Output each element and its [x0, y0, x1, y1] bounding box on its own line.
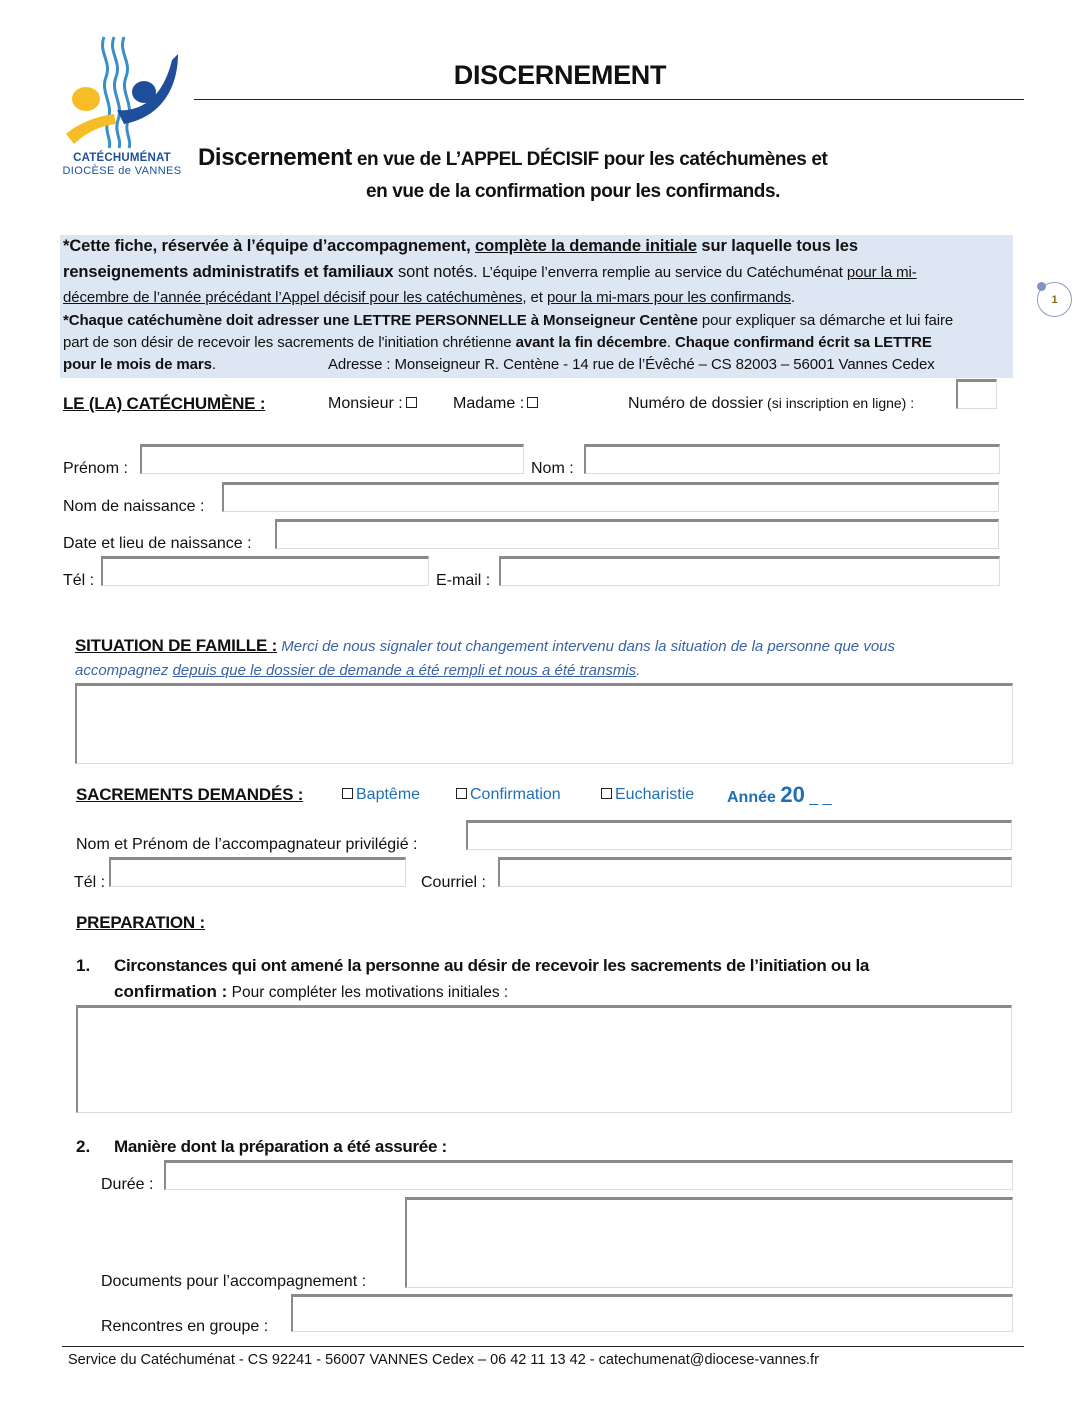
documents-textarea[interactable] [405, 1197, 1013, 1288]
q1-confirmation: confirmation : [114, 982, 228, 1001]
logo-text-catechumenat: CATÉCHUMÉNAT [73, 152, 171, 164]
date-lieu-naissance-field[interactable] [275, 519, 999, 549]
rencontres-label: Rencontres en groupe : [101, 1318, 269, 1335]
eucharistie-label: Eucharistie [615, 786, 695, 803]
dossier-label-text: Numéro de dossier [628, 395, 764, 412]
q1-text-line-2 [114, 982, 508, 1002]
monsieur-checkbox[interactable] [406, 397, 417, 408]
info-text-underlined: pour la mi- [846, 264, 917, 281]
info-line-4 [63, 312, 953, 329]
info-text: Chaque confirmand écrit sa LETTRE [675, 334, 932, 351]
madame-checkbox[interactable] [527, 397, 538, 408]
dossier-label [628, 395, 914, 413]
subtitle-line-1 [198, 144, 827, 172]
famille-note-text: . [636, 662, 641, 679]
duree-field[interactable] [164, 1160, 1013, 1190]
madame-option[interactable] [453, 395, 541, 413]
dossier-note: (si inscription en ligne) : [763, 395, 915, 411]
q2-number: 2. [76, 1137, 91, 1156]
info-text: . [790, 289, 796, 306]
subtitle-discernement: Discernement [198, 144, 352, 171]
logo-wave-3 [122, 37, 129, 148]
prenom-field[interactable] [140, 444, 524, 474]
info-address: Adresse : Monseigneur R. Centène - 14 rue de l’Évêché – CS 82003 – 56001 Vannes Cedex [328, 356, 935, 373]
info-text: part de son désir de recevoir les sacrements de l'initiation chrétienne [63, 334, 516, 351]
q2-text: Manière dont la préparation a été assurée : [114, 1137, 447, 1156]
info-text: pour le mois de mars [63, 356, 212, 373]
bapteme-checkbox[interactable] [342, 788, 353, 799]
comment-marker[interactable]: 1 [1037, 282, 1072, 317]
info-text-underlined: décembre de l’année précédant l’Appel décisif pour les catéchumènes [63, 289, 523, 306]
rencontres-field[interactable] [291, 1294, 1013, 1332]
subtitle-line-2: en vue de la confirmation pour les confirmands. [366, 181, 781, 202]
preparation-heading: PREPARATION : [76, 913, 205, 932]
footer-contact: Service du Catéchuménat - CS 92241 - 56007 VANNES Cedex – 06 42 11 13 42 - catechumenat@diocese-vannes.fr [68, 1352, 819, 1368]
confirmation-checkbox[interactable] [456, 788, 467, 799]
accompagnateur-label: Nom et Prénom de l’accompagnateur privilégié : [76, 836, 418, 853]
info-text: sur laquelle tous les [696, 237, 858, 255]
monsieur-option[interactable] [328, 395, 420, 413]
courriel-field[interactable] [498, 857, 1012, 887]
accompagnateur-tel-field[interactable] [109, 857, 406, 887]
info-text-underlined: pour la mi-mars pour les confirmands [546, 289, 791, 306]
famille-note: Merci de nous signaler tout changement intervenu dans la situation de la personne que vous [277, 638, 896, 655]
info-text: sont notés. [393, 263, 483, 281]
info-line-2 [63, 263, 917, 282]
sacrements-heading: SACREMENTS DEMANDÉS : [76, 785, 304, 804]
info-text: pour expliquer sa démarche et lui faire [697, 312, 954, 329]
info-text-underlined: complète la demande initiale [475, 237, 697, 255]
tel-field[interactable] [101, 556, 429, 586]
accompagnateur-field[interactable] [466, 820, 1012, 850]
info-line-5 [63, 334, 932, 351]
nom-label: Nom : [531, 460, 574, 477]
date-lieu-naissance-label: Date et lieu de naissance : [63, 535, 252, 552]
info-text: renseignements administratifs et familiaux [63, 263, 394, 281]
duree-label: Durée : [101, 1176, 154, 1193]
logo-wave-1 [102, 37, 109, 148]
q1-textarea[interactable] [76, 1005, 1012, 1113]
subtitle-rest: en vue de L’APPEL DÉCISIF pour les catéchumènes et [351, 149, 828, 170]
madame-label: Madame : [453, 395, 525, 412]
prenom-label: Prénom : [63, 460, 128, 477]
info-text: *Cette fiche, réservée à l’équipe d’accompagnement, [63, 237, 476, 255]
bapteme-label: Baptême [356, 786, 421, 803]
info-line-1 [63, 237, 858, 256]
email-label: E-mail : [436, 572, 491, 589]
logo-text-diocese: DIOCÈSE de VANNES [62, 165, 182, 177]
famille-textarea[interactable] [75, 683, 1013, 764]
accompagnateur-tel-label: Tél : [74, 874, 106, 891]
annee-field [727, 782, 832, 808]
email-field[interactable] [499, 556, 1000, 586]
confirmation-label: Confirmation [470, 786, 561, 803]
annee-label: Année [727, 789, 776, 806]
page-title: DISCERNEMENT [453, 60, 667, 90]
info-text: L’équipe l’enverra remplie au service du Catéchuménat [482, 264, 847, 281]
famille-note-text: accompagnez [75, 662, 173, 679]
annee-blank[interactable]: _ _ [809, 789, 832, 806]
famille-note-line-2 [75, 662, 640, 679]
info-text: . [666, 334, 676, 351]
documents-label: Documents pour l’accompagnement : [101, 1273, 367, 1290]
annee-value: 20 [780, 782, 805, 807]
q1-number: 1. [76, 956, 91, 975]
info-text: *Chaque catéchumène doit adresser une LETTRE PERSONNELLE à Monseigneur Centène [63, 312, 698, 329]
info-text: , et [522, 289, 547, 306]
catechumen-heading: LE (LA) CATÉCHUMÈNE : [63, 394, 266, 413]
info-line-6 [63, 356, 935, 373]
info-text: avant la fin décembre [515, 334, 667, 351]
info-line-3 [63, 289, 795, 306]
catechumenat-logo [62, 32, 182, 150]
courriel-label: Courriel : [421, 874, 486, 891]
sacrement-option-confirmation[interactable] [453, 786, 561, 804]
nom-field[interactable] [584, 444, 1000, 474]
q1-text-line-1: Circonstances qui ont amené la personne au désir de recevoir les sacrements de l’initiation ou la [114, 956, 870, 975]
footer-divider [62, 1346, 1024, 1347]
famille-note-underlined: depuis que le dossier de demande a été rempli et nous a été transmis [172, 662, 637, 679]
dossier-number-field[interactable] [956, 379, 997, 409]
famille-heading-line [75, 636, 895, 656]
tel-label: Tél : [63, 572, 95, 589]
title-divider [194, 99, 1024, 100]
logo-yellow-head [72, 87, 100, 111]
sacrement-option-eucharistie[interactable] [598, 786, 694, 804]
nom-naissance-label: Nom de naissance : [63, 498, 205, 515]
comment-marker-dot [1037, 282, 1046, 291]
eucharistie-checkbox[interactable] [601, 788, 612, 799]
nom-naissance-field[interactable] [222, 482, 999, 512]
famille-heading: SITUATION DE FAMILLE : [75, 636, 278, 655]
info-text: . [211, 356, 216, 373]
logo-wave-2 [112, 37, 119, 148]
sacrement-option-bapteme[interactable] [339, 786, 420, 804]
q1-note: Pour compléter les motivations initiales : [227, 984, 509, 1001]
monsieur-label: Monsieur : [328, 395, 403, 412]
